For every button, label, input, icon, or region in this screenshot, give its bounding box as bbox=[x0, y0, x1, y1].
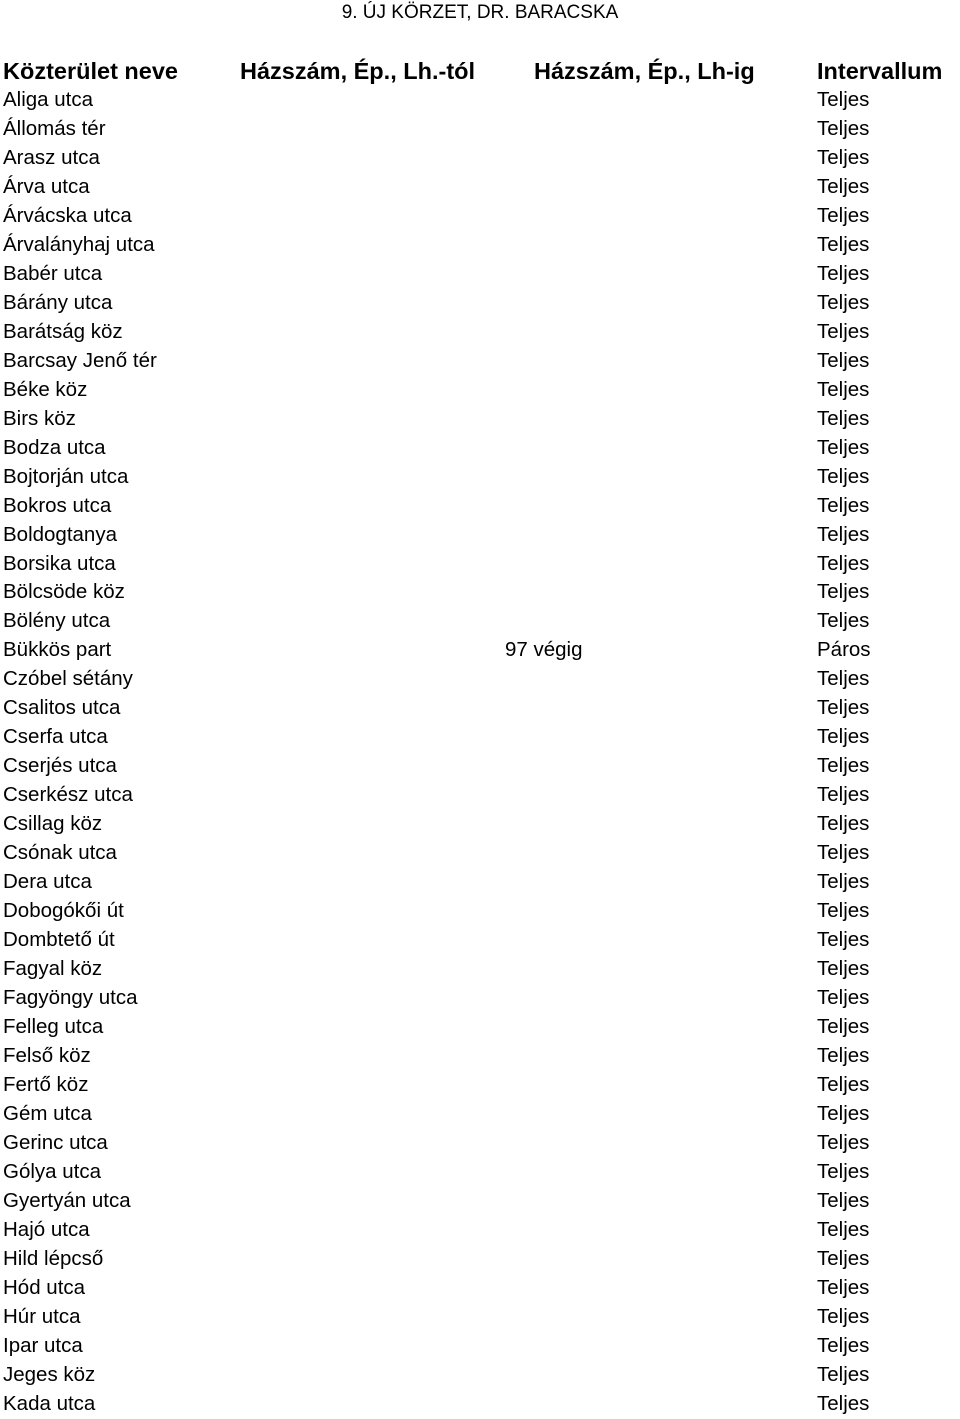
interval-cell: Teljes bbox=[817, 261, 870, 285]
table-row bbox=[0, 1042, 960, 1071]
table-row bbox=[0, 521, 960, 550]
interval-cell: Teljes bbox=[817, 435, 870, 459]
table-row bbox=[0, 1390, 960, 1419]
table-row bbox=[0, 86, 960, 115]
street-name-cell: Birs köz bbox=[3, 406, 76, 430]
table-row bbox=[0, 173, 960, 202]
table-row bbox=[0, 752, 960, 781]
table-row bbox=[0, 318, 960, 347]
table-row bbox=[0, 1100, 960, 1129]
interval-cell: Teljes bbox=[817, 667, 870, 691]
street-name-cell: Hajó utca bbox=[3, 1217, 90, 1241]
interval-cell: Teljes bbox=[817, 1072, 870, 1096]
table-row bbox=[0, 1129, 960, 1158]
street-name-cell: Bokros utca bbox=[3, 493, 112, 517]
table-row bbox=[0, 1216, 960, 1245]
interval-cell: Teljes bbox=[817, 174, 870, 198]
street-name-cell: Barátság köz bbox=[3, 319, 123, 343]
table-row bbox=[0, 463, 960, 492]
street-name-cell: Cserkész utca bbox=[3, 783, 133, 807]
interval-cell: Teljes bbox=[817, 1188, 870, 1212]
street-name-cell: Bükkös part bbox=[3, 638, 112, 662]
interval-cell: Teljes bbox=[817, 522, 870, 546]
interval-cell: Teljes bbox=[817, 957, 870, 981]
interval-cell: Teljes bbox=[817, 1015, 870, 1038]
interval-cell: Teljes bbox=[817, 232, 870, 256]
street-name-cell: Árvácska utca bbox=[3, 203, 132, 227]
interval-cell: Teljes bbox=[817, 696, 870, 720]
street-name-cell: Cserjés utca bbox=[3, 754, 117, 778]
street-name-cell: Arasz utca bbox=[3, 145, 100, 169]
street-name-cell: Gém utca bbox=[3, 1101, 92, 1125]
table-row bbox=[0, 926, 960, 955]
table-row bbox=[0, 260, 960, 289]
street-name-cell: Hild lépcső bbox=[3, 1246, 104, 1270]
table-row bbox=[0, 1187, 960, 1216]
street-name-cell: Fagyöngy utca bbox=[3, 986, 138, 1010]
house-number-to-cell: 97 végig bbox=[505, 638, 583, 662]
street-name-cell: Dombtető út bbox=[3, 928, 115, 952]
street-name-cell: Czóbel sétány bbox=[3, 667, 133, 691]
table-row bbox=[0, 810, 960, 839]
street-name-cell: Húr utca bbox=[3, 1304, 81, 1328]
table-row bbox=[0, 1274, 960, 1303]
header-house-number-from: Házszám, Ép., Lh.-tól bbox=[240, 58, 476, 84]
table-row bbox=[0, 434, 960, 463]
street-name-cell: Béke köz bbox=[3, 377, 88, 401]
street-name-cell: Aliga utca bbox=[3, 88, 94, 111]
interval-cell: Teljes bbox=[817, 580, 870, 604]
interval-cell: Teljes bbox=[817, 406, 870, 430]
interval-cell: Teljes bbox=[817, 1391, 870, 1415]
table-row bbox=[0, 955, 960, 984]
table-row bbox=[0, 289, 960, 318]
table-row bbox=[0, 1361, 960, 1390]
interval-cell: Teljes bbox=[817, 1043, 870, 1067]
street-name-cell: Jeges köz bbox=[3, 1362, 96, 1386]
street-name-cell: Felleg utca bbox=[3, 1015, 104, 1038]
street-name-cell: Bölcsöde köz bbox=[3, 580, 125, 604]
table-row bbox=[0, 1013, 960, 1042]
table-row bbox=[0, 550, 960, 579]
table-row bbox=[0, 231, 960, 260]
table-row bbox=[0, 897, 960, 926]
table-row bbox=[0, 984, 960, 1013]
street-name-cell: Gólya utca bbox=[3, 1159, 101, 1183]
table-row bbox=[0, 1071, 960, 1100]
table-row bbox=[0, 1332, 960, 1361]
table-row bbox=[0, 781, 960, 810]
table-row bbox=[0, 405, 960, 434]
interval-cell: Teljes bbox=[817, 319, 870, 343]
table-row bbox=[0, 115, 960, 144]
interval-cell: Teljes bbox=[817, 783, 870, 807]
street-name-cell: Kada utca bbox=[3, 1391, 96, 1415]
interval-cell: Teljes bbox=[817, 464, 870, 488]
interval-cell: Teljes bbox=[817, 1362, 870, 1386]
interval-cell: Teljes bbox=[817, 841, 870, 865]
street-table-body bbox=[0, 86, 960, 1419]
interval-cell: Teljes bbox=[817, 1333, 870, 1357]
street-name-cell: Ipar utca bbox=[3, 1333, 83, 1357]
interval-cell: Teljes bbox=[817, 754, 870, 778]
table-row bbox=[0, 202, 960, 231]
street-name-cell: Babér utca bbox=[3, 261, 103, 285]
interval-cell: Teljes bbox=[817, 870, 870, 894]
street-name-cell: Bárány utca bbox=[3, 290, 113, 314]
interval-cell: Teljes bbox=[817, 551, 870, 575]
table-row bbox=[0, 636, 960, 665]
street-name-cell: Borsika utca bbox=[3, 551, 116, 575]
interval-cell: Teljes bbox=[817, 116, 870, 140]
table-row bbox=[0, 665, 960, 694]
street-name-cell: Hód utca bbox=[3, 1275, 86, 1299]
interval-cell: Teljes bbox=[817, 609, 870, 633]
table-row bbox=[0, 723, 960, 752]
street-name-cell: Bölény utca bbox=[3, 609, 111, 633]
table-row bbox=[0, 694, 960, 723]
interval-cell: Páros bbox=[817, 638, 871, 662]
table-row bbox=[0, 868, 960, 897]
interval-cell: Teljes bbox=[817, 899, 870, 923]
table-row bbox=[0, 1158, 960, 1187]
table-row bbox=[0, 376, 960, 405]
street-name-cell: Boldogtanya bbox=[3, 522, 117, 546]
street-name-cell: Bodza utca bbox=[3, 435, 106, 459]
header-street-name: Közterület neve bbox=[3, 58, 178, 84]
table-row bbox=[0, 578, 960, 607]
interval-cell: Teljes bbox=[817, 1304, 870, 1328]
street-name-cell: Fertő köz bbox=[3, 1072, 89, 1096]
table-row bbox=[0, 607, 960, 636]
street-name-cell: Csalitos utca bbox=[3, 696, 121, 720]
street-name-cell: Árvalányhaj utca bbox=[3, 232, 155, 256]
street-name-cell: Felső köz bbox=[3, 1043, 91, 1067]
interval-cell: Teljes bbox=[817, 1275, 870, 1299]
interval-cell: Teljes bbox=[817, 88, 870, 111]
street-name-cell: Gyertyán utca bbox=[3, 1188, 131, 1212]
interval-cell: Teljes bbox=[817, 1246, 870, 1270]
street-name-cell: Fagyal köz bbox=[3, 957, 103, 981]
interval-cell: Teljes bbox=[817, 377, 870, 401]
table-row bbox=[0, 839, 960, 868]
street-name-cell: Csónak utca bbox=[3, 841, 117, 865]
street-name-cell: Állomás tér bbox=[3, 116, 106, 140]
interval-cell: Teljes bbox=[817, 812, 870, 836]
interval-cell: Teljes bbox=[817, 1101, 870, 1125]
street-name-cell: Dobogókői út bbox=[3, 899, 124, 923]
interval-cell: Teljes bbox=[817, 145, 870, 169]
table-row bbox=[0, 492, 960, 521]
interval-cell: Teljes bbox=[817, 290, 870, 314]
street-name-cell: Cserfa utca bbox=[3, 725, 108, 749]
interval-cell: Teljes bbox=[817, 1217, 870, 1241]
table-row bbox=[0, 1303, 960, 1332]
table-row bbox=[0, 144, 960, 173]
street-name-cell: Gerinc utca bbox=[3, 1130, 108, 1154]
interval-cell: Teljes bbox=[817, 928, 870, 952]
street-name-cell: Dera utca bbox=[3, 870, 92, 894]
table-header bbox=[0, 56, 960, 86]
interval-cell: Teljes bbox=[817, 986, 870, 1010]
interval-cell: Teljes bbox=[817, 725, 870, 749]
header-house-number-to: Házszám, Ép., Lh-ig bbox=[534, 58, 755, 84]
interval-cell: Teljes bbox=[817, 348, 870, 372]
interval-cell: Teljes bbox=[817, 203, 870, 227]
street-name-cell: Árva utca bbox=[3, 174, 90, 198]
table-row bbox=[0, 347, 960, 376]
interval-cell: Teljes bbox=[817, 1159, 870, 1183]
header-interval: Intervallum bbox=[817, 58, 943, 84]
street-name-cell: Barcsay Jenő tér bbox=[3, 348, 157, 372]
page-title: 9. ÚJ KÖRZET, DR. BARACSKA bbox=[341, 2, 619, 23]
street-name-cell: Csillag köz bbox=[3, 812, 103, 836]
table-row bbox=[0, 1245, 960, 1274]
interval-cell: Teljes bbox=[817, 1130, 870, 1154]
street-name-cell: Bojtorján utca bbox=[3, 464, 129, 488]
interval-cell: Teljes bbox=[817, 493, 870, 517]
